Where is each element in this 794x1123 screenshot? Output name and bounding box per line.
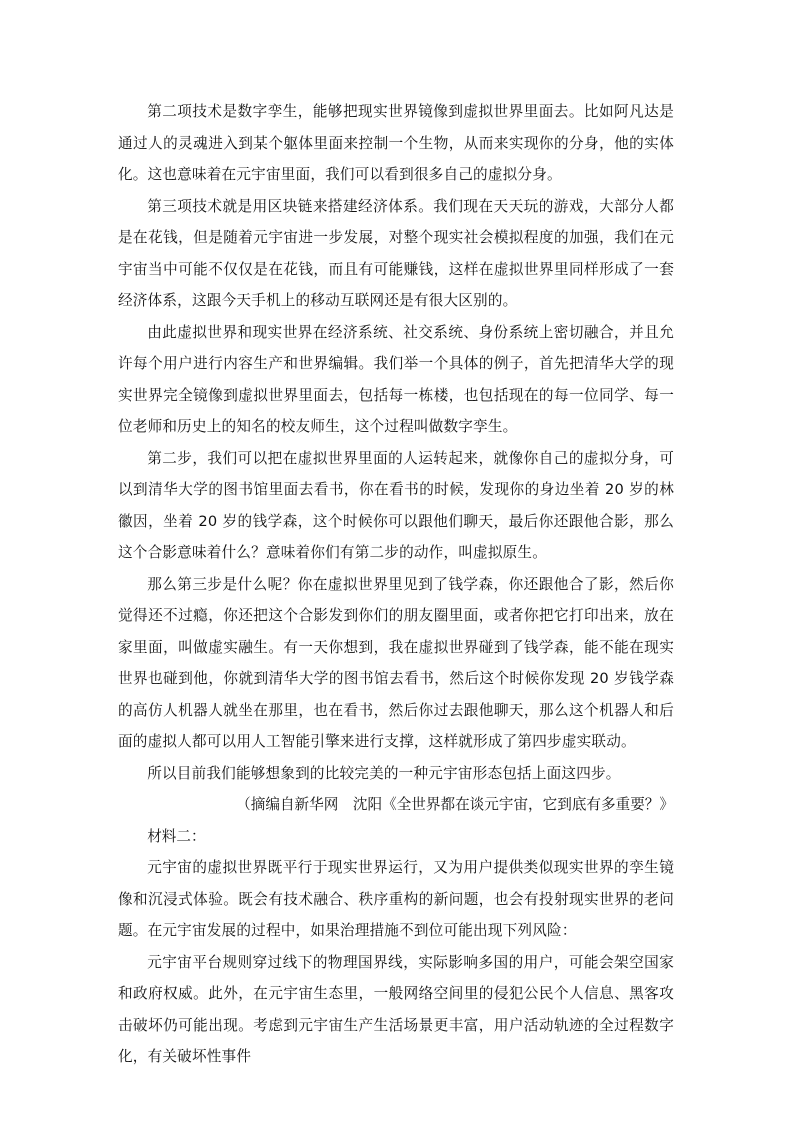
paragraph-blockchain-economy: 第三项技术就是用区块链来搭建经济体系。我们现在天天玩的游戏，大部分人都是在花钱，但是随着元宇宙进一步发展，对整个现实社会模拟程度的加强，我们在元宇宙当中可能不仅仅是在花钱，而且有可能赚钱，这样在虚拟世界里同样形成了一套经济体系，这跟今天手机上的移动互联网还是有很大区别的。 [118, 197, 674, 309]
paragraph-integration-example: 由此虚拟世界和现实世界在经济系统、社交系统、身份系统上密切融合，并且允许每个用户进行内容生产和世界编辑。我们举一个具体的例子，首先把清华大学的现实世界完全镜像到虚拟世界里面去，包括每一栋楼，也包括现在的每一位同学、每一位老师和历史上的知名的校友师生，这个过程叫做数字孪生。 [118, 323, 674, 435]
paragraph-digital-twin: 第二项技术是数字孪生，能够把现实世界镜像到虚拟世界里面去。比如阿凡达是通过人的灵魂进入到某个躯体里面来控制一个生物，从而来实现你的分身，他的实体化。这也意味着在元宇宙里面，我们可以看到很多自己的虚拟分身。 [118, 103, 674, 183]
document-page [118, 96, 674, 1073]
source-citation: （摘编自新华网 沈阳《全世界都在谈元宇宙，它到底有多重要？》 [236, 796, 674, 813]
paragraph-material-intro: 元宇宙的虚拟世界既平行于现实世界运行，又为用户提供类似现实世界的孪生镜像和沉浸式体验。既会有技术融合、秩序重构的新问题，也会有投射现实世界的老问题。在元宇宙发展的过程中，如果治理措施不到位可能出现下列风险： [118, 859, 674, 939]
paragraph-step-two: 第二步，我们可以把在虚拟世界里面的人运转起来，就像你自己的虚拟分身，可以到清华大学的图书馆里面去看书，你在看书的时候，发现你的身边坐着 20 岁的林徽因，坐着 20 岁的钱学森，这个时候你可以跟他们聊天，最后你还跟他合影，那么这个合影意味着什么？意味着你们有第二步的动作，叫虚拟原生。 [118, 449, 674, 561]
paragraph-step-three-four: 那么第三步是什么呢？你在虚拟世界里见到了钱学森，你还跟他合了影，然后你觉得还不过瘾，你还把这个合影发到你们的朋友圈里面，或者你把它打印出来，放在家里面，叫做虚实融生。有一天你想到，我在虚拟世界碰到了钱学森，能不能在现实世界也碰到他，你就到清华大学的图书馆去看书，然后这个时候你发现 20 岁钱学森的高仿人机器人就坐在那里，也在看书，然后你过去跟他聊天，那么这个机器人和后面的虚拟人都可以用人工智能引擎来进行支撑，这样就形成了第四步虚实联动。 [118, 575, 674, 750]
paragraph-summary: 所以目前我们能够想象到的比较完美的一种元宇宙形态包括上面这四步。 [147, 764, 621, 782]
material-two-heading: 材料二： [147, 827, 206, 845]
paragraph-material-risks: 元宇宙平台规则穿过线下的物理国界线，实际影响多国的用户，可能会架空国家和政府权威。此外，在元宇宙生态里，一般网络空间里的侵犯公民个人信息、黑客攻击破坏仍可能出现。考虑到元宇宙生产生活场景更丰富，用户活动轨迹的全过程数字化，有关破坏性事件 [118, 953, 674, 1065]
